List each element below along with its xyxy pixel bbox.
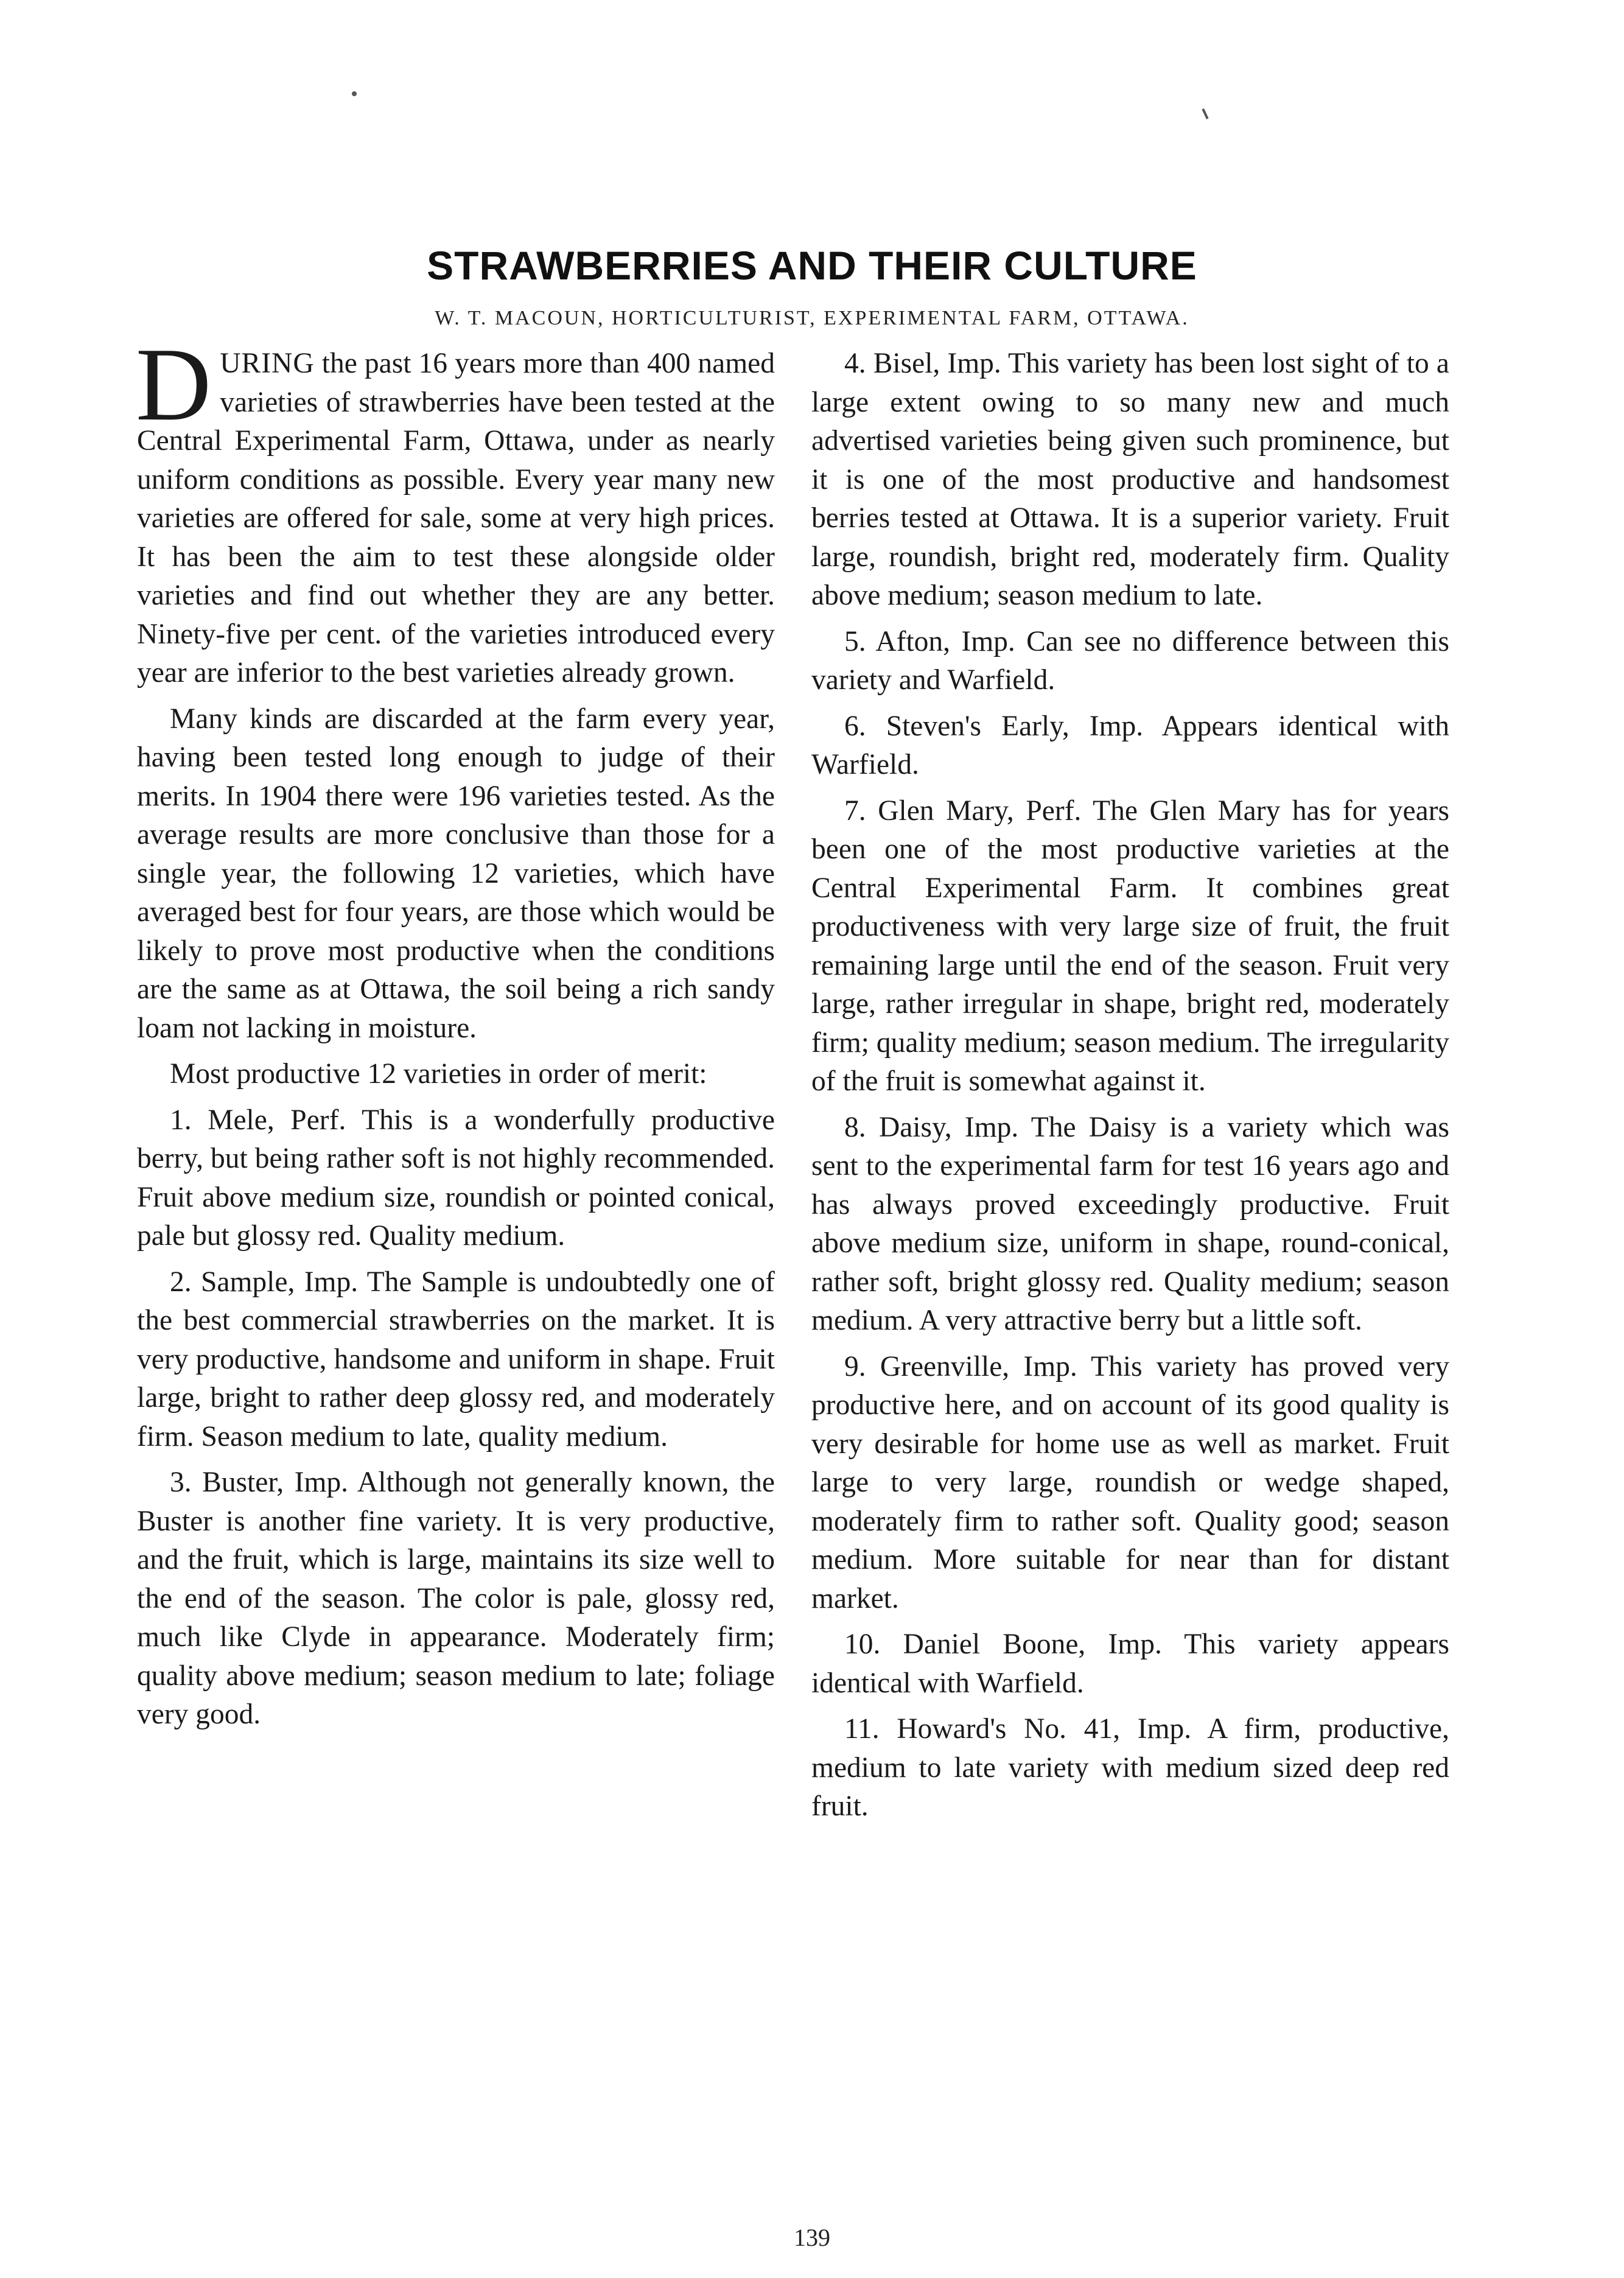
variety-entry: 1. Mele, Perf. This is a wonderfully productive berry, but being rather soft is not highly recommended. Fruit above medium size, roundish or pointed conical, pale but glossy red. Quality medium. [137, 1104, 775, 1252]
variety-entry: 2. Sample, Imp. The Sample is undoubtedly one of the best commercial strawberries on the market. It is very productive, handsome and uniform in shape. Fruit large, bright to rather deep glossy red, and moderately firm. Season medium to late, quality medium. [137, 1266, 775, 1453]
intro-text: the past 16 years more than 400 named varieties of strawberries have been tested at the Central Experimental Farm, Ottawa, under as nearly uniform conditions as possible. Every year many new varieties are offered for sale, some at very high prices. It has been the aim to test these alongside older varieties and find out whether they are any better. Ninety-five per cent. of the varieties introduced every year are inferior to the best varieties already grown. [137, 348, 775, 689]
paragraph: Many kinds are discarded at the farm every year, having been tested long enough to judge of their merits. In 1904 there were 196 varieties tested. As the average results are more conclusive than those for a single year, the following 12 varieties, which have averaged best for four years, are those which would be likely to prove most productive when the conditions are the same as at Ottawa, the soil being a rich sandy loam not lacking in moisture. [137, 703, 775, 1044]
variety-entry: 11. Howard's No. 41, Imp. A firm, productive, medium to late variety with medium sized deep red fruit. [811, 1713, 1449, 1822]
article-title: STRAWBERRIES AND THEIR CULTURE [427, 243, 1197, 288]
paragraph: Most productive 12 varieties in order of merit: [170, 1058, 707, 1090]
left-column [136, 327, 775, 1742]
variety-entry: 6. Steven's Early, Imp. Appears identical with Warfield. [811, 710, 1449, 780]
variety-entry: 9. Greenville, Imp. This variety has proved very productive here, and on account of its good quality is very desirable for home use as well as market. Fruit large to very large, roundish or wedge shaped, moderately firm to rather soft. Quality good; season medium. More suitable for near than for distant market. [811, 1350, 1449, 1614]
ink-speck [1202, 108, 1208, 119]
intro-paragraph [136, 327, 775, 693]
variety-entry: 5. Afton, Imp. Can see no difference between this variety and Warfield. [811, 625, 1449, 696]
variety-entry: 8. Daisy, Imp. The Daisy is a variety which was sent to the experimental farm for test 16 years ago and has always proved exceedingly productive. Fruit above medium size, uniform in shape, round-conical, rather soft, bright glossy red. Quality medium; season medium. A very attractive berry but a little soft. [811, 1111, 1449, 1336]
drop-cap: D [136, 327, 212, 443]
intro-lead-word: URING [220, 348, 315, 379]
ink-speck [352, 91, 357, 96]
page-number: 139 [794, 2224, 830, 2251]
article-byline: W. T. MACOUN, HORTICULTURIST, EXPERIMENTAL FARM, OTTAWA. [435, 307, 1189, 329]
variety-entry: 3. Buster, Imp. Although not generally known, the Buster is another fine variety. It is very productive, and the fruit, which is large, maintains its size well to the end of the season. The color is pale, glossy red, much like Clyde in appearance. Moderately firm; quality above medium; season medium to late; foliage very good. [137, 1467, 775, 1730]
variety-entry: 10. Daniel Boone, Imp. This variety appears identical with Warfield. [811, 1628, 1449, 1699]
variety-entry: 4. Bisel, Imp. This variety has been lost sight of to a large extent owing to so many new and much advertised varieties being given such prominence, but it is one of the most productive and handsomest berries tested at Ottawa. It is a superior variety. Fruit large, roundish, bright red, moderately firm. Quality above medium; season medium to late. [811, 348, 1449, 611]
right-column [811, 345, 1449, 1834]
variety-entry: 7. Glen Mary, Perf. The Glen Mary has for years been one of the most productive varieties at the Central Experimental Farm. It combines great productiveness with very large size of fruit, the fruit remaining large until the end of the season. Fruit very large, rather irregular in shape, bright red, moderately firm; quality medium; season medium. The irregularity of the fruit is somewhat against it. [811, 794, 1449, 1097]
